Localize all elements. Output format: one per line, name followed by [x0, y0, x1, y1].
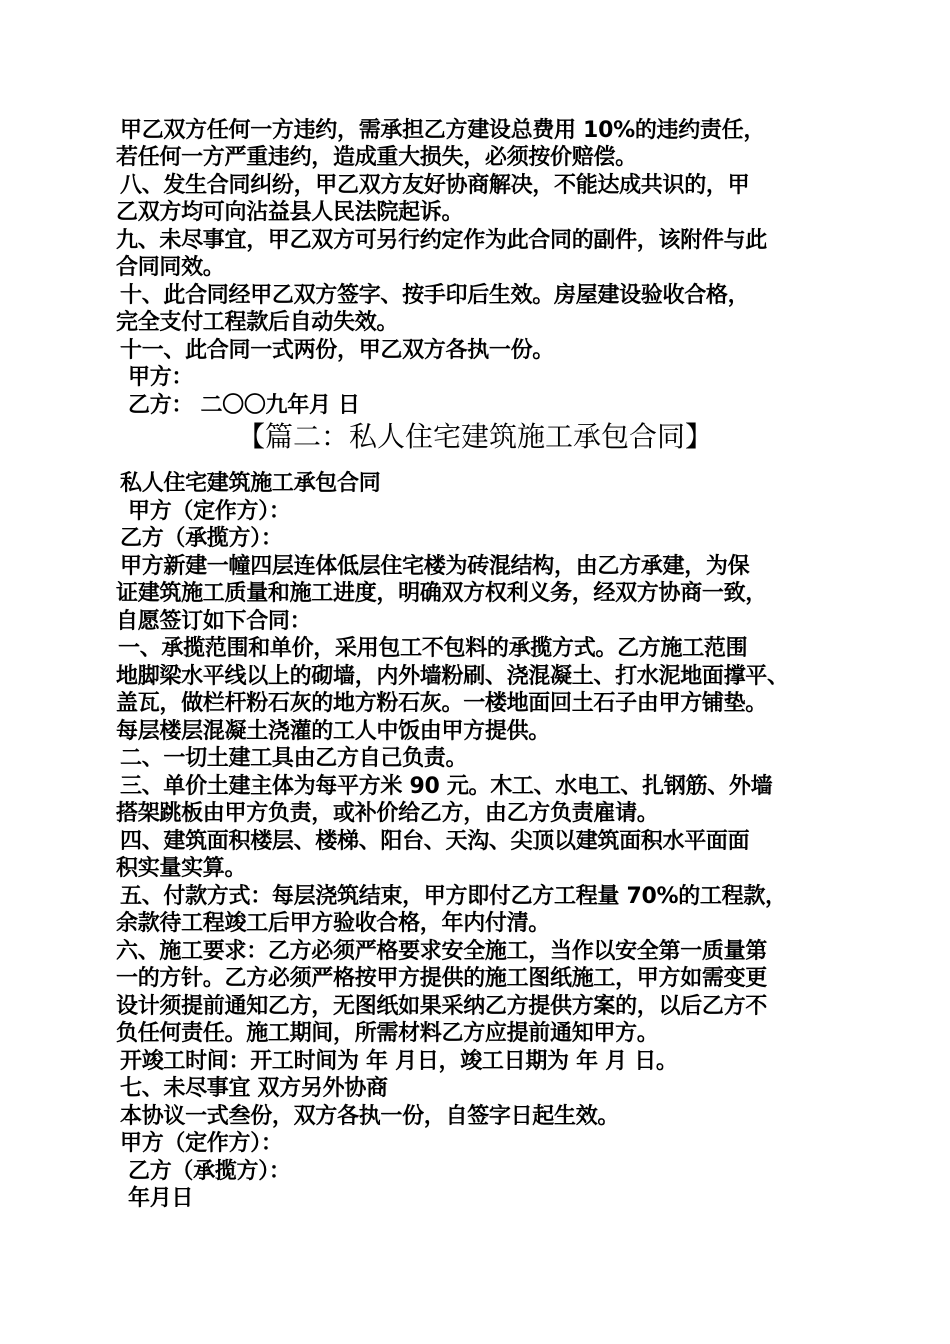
- paragraph-line: 甲乙双方任何一方违约，需承担乙方建设总费用 10%的违约责任，: [120, 118, 766, 143]
- clause-2-line: 二、一切土建工具由乙方自己负责。: [120, 746, 468, 771]
- clause-4-line: 四、建筑面积楼层、楼梯、阳台、天沟、尖顶以建筑面积水平面面: [120, 829, 750, 854]
- section-heading: 【篇二：私人住宅建筑施工承包合同】: [236, 420, 713, 453]
- clause-8-line: 八、发生合同纠纷，甲乙双方友好协商解决，不能达成共识的，甲: [120, 173, 750, 198]
- clause-6-line: 负任何责任。施工期间，所需材料乙方应提前通知甲方。: [116, 1021, 659, 1046]
- clause-3-line: 三、单价土建主体为每平方米 90 元。木工、水电工、扎钢筋、外墙: [120, 774, 773, 799]
- clause-6-line: 设计须提前通知乙方，无图纸如果采纳乙方提供方案的，以后乙方不: [116, 994, 768, 1019]
- construction-time-line: 开竣工时间：开工时间为 年 月日，竣工日期为 年 月 日。: [120, 1049, 678, 1074]
- clause-6-line: 一的方针。乙方必须严格按甲方提供的施工图纸施工，甲方如需变更: [116, 966, 768, 991]
- clause-11-line: 十一、此合同一式两份，甲乙双方各执一份。: [120, 338, 555, 363]
- clause-1-line: 一、承揽范围和单价，采用包工不包料的承揽方式。乙方施工范围: [118, 636, 748, 661]
- clause-10-line: 完全支付工程款后自动失效。: [116, 310, 399, 335]
- clause-8-line: 乙双方均可向沾益县人民法院起诉。: [116, 200, 464, 225]
- paragraph-line: 若任何一方严重违约，造成重大损失，必须按价赔偿。: [116, 145, 637, 170]
- clause-10-line: 十、此合同经甲乙双方签字、按手印后生效。房屋建设验收合格，: [120, 283, 750, 308]
- party-b-signature: 乙方（承揽方）：: [128, 1159, 291, 1184]
- party-a-signature: 甲方：: [128, 365, 194, 390]
- party-a-signature: 甲方（定作方）：: [120, 1131, 283, 1156]
- intro-line: 甲方新建一幢四层连体低层住宅楼为砖混结构，由乙方承建，为保: [120, 554, 750, 579]
- contract-title: 私人住宅建筑施工承包合同: [120, 471, 381, 496]
- clause-5-line: 五、付款方式：每层浇筑结束，甲方即付乙方工程量 70%的工程款，: [120, 884, 787, 909]
- intro-line: 自愿签订如下合同：: [116, 609, 312, 634]
- clause-1-line: 每层楼层混凝土浇灌的工人中饭由甲方提供。: [116, 719, 551, 744]
- clause-9-line: 合同同效。: [116, 255, 225, 280]
- clause-5-line: 余款待工程竣工后甲方验收合格，年内付清。: [116, 911, 551, 936]
- party-b-signature-date: 乙方： 二〇〇九年月 日: [128, 393, 360, 418]
- clause-3-line: 搭架跳板由甲方负责，或补价给乙方，由乙方负责雇请。: [116, 801, 659, 826]
- clause-1-line: 盖瓦，做栏杆粉石灰的地方粉石灰。一楼地面回土石子由甲方铺垫。: [116, 691, 768, 716]
- clause-6-line: 六、施工要求：乙方必须严格要求安全施工，当作以安全第一质量第: [116, 939, 768, 964]
- party-b-label: 乙方（承揽方）：: [120, 526, 283, 551]
- copies-line: 本协议一式叁份，双方各执一份，自签字日起生效。: [120, 1104, 620, 1129]
- clause-7-line: 七、未尽事宜 双方另外协商: [120, 1076, 388, 1101]
- clause-4-line: 积实量实算。: [116, 856, 247, 881]
- intro-line: 证建筑施工质量和施工进度，明确双方权利义务，经双方协商一致，: [116, 581, 768, 606]
- clause-1-line: 地脚梁水平线以上的砌墙，内外墙粉刷、浇混凝土、打水泥地面撑平、: [116, 664, 789, 689]
- party-a-label: 甲方（定作方）：: [128, 499, 291, 524]
- signature-date: 年月日: [128, 1186, 194, 1211]
- clause-9-line: 九、未尽事宜，甲乙双方可另行约定作为此合同的副件，该附件与此: [116, 228, 768, 253]
